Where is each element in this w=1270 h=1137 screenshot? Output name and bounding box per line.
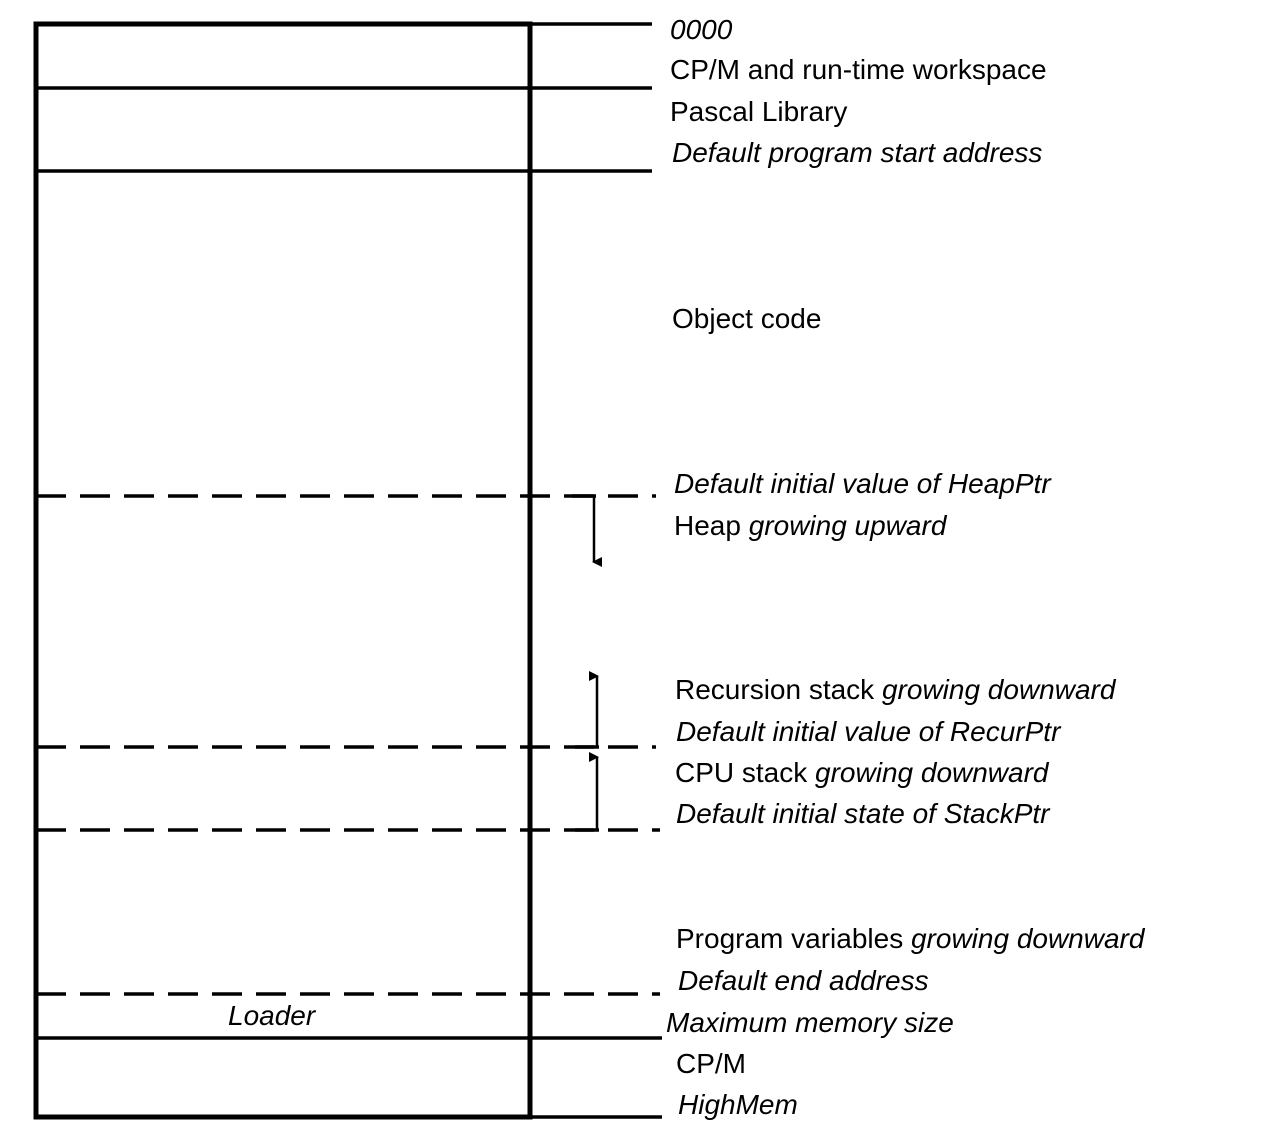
label-text: Default initial value of RecurPtr: [676, 716, 1061, 747]
label-text: Recursion stack: [675, 674, 882, 705]
label-text: Default initial state of StackPtr: [676, 798, 1050, 829]
region-label: [676, 923, 1144, 955]
memory-box: [36, 24, 530, 1117]
label-text: Maximum memory size: [666, 1007, 954, 1038]
region-label: [678, 1089, 798, 1121]
label-text: growing downward: [910, 923, 1145, 954]
label-text: growing downward: [881, 674, 1116, 705]
growth-arrows: [572, 496, 599, 830]
region-label: [676, 1048, 746, 1080]
label-text: CP/M: [676, 1048, 746, 1079]
memory-box-outline: [36, 24, 530, 1117]
label-text: HighMem: [678, 1089, 798, 1120]
region-label: [670, 96, 847, 128]
region-label: [666, 1007, 954, 1039]
region-label: [672, 137, 1042, 169]
label-text: Object code: [672, 303, 822, 334]
recursion-stack-arrow: [575, 676, 599, 747]
label-text: Default end address: [678, 965, 929, 996]
region-label: [670, 14, 732, 46]
region-label: [676, 716, 1060, 748]
label-text: CPU stack: [675, 757, 816, 788]
label-text: 0000: [670, 14, 733, 45]
cpu-stack-arrow: [575, 757, 599, 830]
label-text: Program variables: [676, 923, 911, 954]
region-label: [672, 303, 821, 335]
region-label: [675, 674, 1115, 706]
label-text: growing upward: [748, 510, 947, 541]
label-text: Default program start address: [672, 137, 1043, 168]
label-text: growing downward: [815, 757, 1049, 788]
loader-label: Loader: [228, 1000, 316, 1031]
label-text: Pascal Library: [670, 96, 848, 127]
region-label: [670, 54, 1047, 86]
label-text: CP/M and run-time workspace: [670, 54, 1047, 85]
label-text: Heap: [674, 510, 749, 541]
region-label: [674, 510, 946, 542]
region-label: [676, 798, 1050, 830]
region-label: [675, 757, 1049, 789]
region-label: [674, 468, 1051, 500]
boundary-lines: [36, 24, 662, 1117]
heap-arrow: [572, 496, 596, 562]
label-text: Default initial value of HeapPtr: [674, 468, 1051, 499]
region-label: [678, 965, 929, 997]
